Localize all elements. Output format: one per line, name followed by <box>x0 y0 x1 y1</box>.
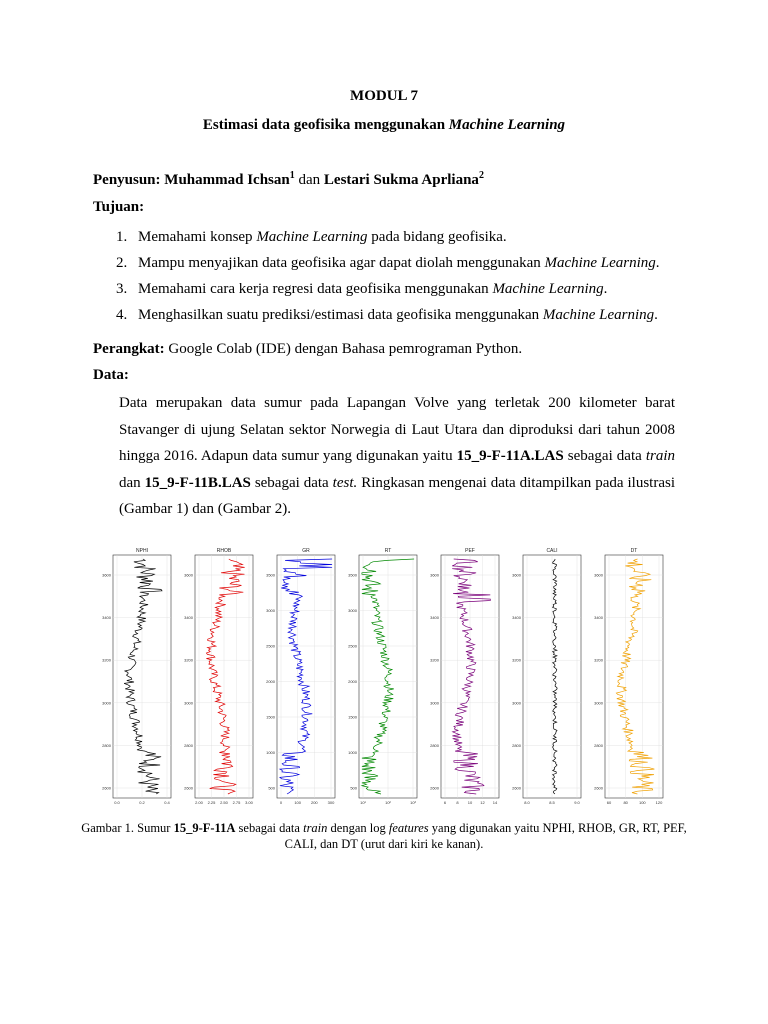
y-tick-label: 3200 <box>184 657 193 663</box>
panel-title: RHOB <box>216 548 232 554</box>
y-tick-label: 3400 <box>594 615 603 621</box>
y-tick-label: 2800 <box>512 742 521 748</box>
subtitle-italic: Machine Learning <box>448 117 566 133</box>
x-tick-label: 12 <box>480 800 485 805</box>
x-tick-label: 6 <box>443 800 447 805</box>
x-tick-label: 8.5 <box>549 800 555 805</box>
x-tick-label: 2.00 <box>195 800 203 805</box>
y-tick-label: 3500 <box>348 572 357 578</box>
y-tick-label: 3200 <box>430 657 439 663</box>
objective-em: Machine Learning <box>256 229 368 245</box>
well-log-figure <box>95 543 675 818</box>
y-tick-label: 3400 <box>102 615 111 621</box>
author-1: Muhammad Ichsan <box>164 172 290 188</box>
y-tick-label: 2600 <box>102 785 111 791</box>
log-panel-rt <box>348 548 417 805</box>
data-text: Data merupakan data sumur pada Lapangan Volve yang terletak 200 kilometer barat Stavanger di ujung Selatan sektor Norwegia di Laut Utara dan diproduksi dari tahun 2008 hingga 2016. Adapun data sumur yang digunakan yaitu <box>119 395 675 464</box>
data-text: sebagai data <box>250 474 333 491</box>
x-tick-label: 3.00 <box>245 800 253 805</box>
x-tick-label: 14 <box>492 800 498 805</box>
objective-em: Machine Learning <box>542 307 655 323</box>
caption-text: yang digunakan yaitu NPHI, RHOB, GR, RT, PEF, CALI, dan DT (urut dari kiri ke kanan). <box>284 821 687 851</box>
y-tick-label: 3200 <box>512 657 521 663</box>
y-tick-label: 2000 <box>266 679 275 684</box>
log-panel-dt <box>594 548 663 805</box>
figure-caption <box>70 820 698 852</box>
y-tick-label: 1500 <box>266 714 275 720</box>
objective-text: Memahami konsep <box>138 229 257 245</box>
x-tick-label: 10 <box>467 800 473 805</box>
x-tick-label: 8 <box>456 800 459 805</box>
y-tick-label: 3400 <box>430 615 439 621</box>
x-tick-label: 8.0 <box>524 800 530 805</box>
panel-title: PEF <box>465 548 475 554</box>
panel-title: NPHI <box>136 548 148 554</box>
objectives-list <box>116 228 660 332</box>
y-tick-label: 2600 <box>184 785 193 791</box>
data-label: Data: <box>93 367 129 383</box>
caption-text: Gambar 1. Sumur <box>81 821 174 835</box>
y-tick-label: 2600 <box>512 785 521 791</box>
y-tick-label: 3000 <box>102 700 111 706</box>
caption-train: train <box>303 821 328 835</box>
y-tick-label: 500 <box>350 785 357 791</box>
y-tick-label: 3000 <box>184 700 193 706</box>
x-tick-label: 200 <box>310 800 318 805</box>
author-2-sup: 2 <box>478 170 484 181</box>
y-tick-label: 2500 <box>266 643 275 649</box>
panel-title: CALI <box>546 548 558 554</box>
x-tick-label: 2.75 <box>232 800 241 805</box>
log-panel-rhob <box>184 548 254 805</box>
caption-text: sebagai data <box>235 821 304 835</box>
objective-em: Machine Learning <box>544 255 656 271</box>
objective-item <box>116 280 660 306</box>
y-tick-label: 2800 <box>184 742 193 748</box>
data-paragraph <box>119 390 675 523</box>
panel-title: GR <box>302 548 310 554</box>
y-tick-label: 3000 <box>430 700 439 706</box>
x-tick-label: 100 <box>638 800 646 805</box>
y-tick-label: 3600 <box>512 572 521 578</box>
objective-post: . <box>603 281 608 297</box>
authors-line <box>93 170 484 189</box>
module-subtitle <box>0 117 768 134</box>
train-word: train <box>645 448 675 464</box>
y-tick-label: 1000 <box>348 750 357 755</box>
x-tick-label: 10³ <box>410 800 416 805</box>
objective-num: 2. <box>116 255 128 271</box>
y-tick-label: 2500 <box>348 643 357 649</box>
y-tick-label: 1000 <box>266 750 275 755</box>
x-tick-label: 10¹ <box>360 800 366 805</box>
panel-title: RT <box>384 548 392 554</box>
x-tick-label: 2.25 <box>207 800 216 805</box>
x-tick-label: 300 <box>327 800 335 805</box>
x-tick-label: 100 <box>294 800 302 805</box>
x-tick-label: 120 <box>655 800 663 805</box>
y-tick-label: 3500 <box>266 572 275 578</box>
objective-post: pada bidang geofisika. <box>367 229 507 245</box>
y-tick-label: 3000 <box>512 700 521 706</box>
x-tick-label: 80 <box>623 800 628 805</box>
x-tick-label: 0 <box>279 800 283 805</box>
y-tick-label: 3000 <box>266 608 275 613</box>
test-file: 15_9-F-11B.LAS <box>144 474 251 491</box>
objective-text: Memahami cara kerja regresi data geofisika menggunakan <box>138 281 493 297</box>
authors-conj: dan <box>298 172 321 188</box>
y-tick-label: 3400 <box>512 615 521 621</box>
tools-label: Perangkat: <box>93 341 165 357</box>
y-tick-label: 2800 <box>594 742 603 748</box>
log-panel-nphi <box>102 548 171 805</box>
objective-post: . <box>654 307 658 323</box>
objectives-label: Tujuan: <box>93 199 145 215</box>
x-tick-label: 9.0 <box>574 800 580 805</box>
objective-text: Menghasilkan suatu prediksi/estimasi data geofisika menggunakan <box>138 307 543 323</box>
y-tick-label: 3400 <box>184 615 193 621</box>
y-tick-label: 500 <box>268 785 275 791</box>
objective-em: Machine Learning <box>492 281 604 297</box>
module-title: MODUL 7 <box>350 88 418 104</box>
objective-num: 4. <box>116 307 128 323</box>
train-file: 15_9-F-11A.LAS <box>456 448 564 464</box>
author-2: Lestari Sukma Aprliana <box>323 172 479 188</box>
x-tick-label: 10² <box>385 800 391 805</box>
x-tick-label: 60 <box>606 800 612 805</box>
y-tick-label: 2600 <box>430 785 439 791</box>
objective-text: Mampu menyajikan data geofisika agar dapat diolah menggunakan <box>138 255 545 271</box>
x-tick-label: 0.4 <box>164 800 170 805</box>
data-text: dan <box>119 474 145 491</box>
y-tick-label: 2000 <box>348 679 357 684</box>
y-tick-label: 3200 <box>594 657 603 663</box>
objective-post: . <box>655 255 660 271</box>
objective-num: 1. <box>116 229 128 245</box>
subtitle-text: Estimasi data geofisika menggunakan <box>202 117 449 133</box>
y-tick-label: 3600 <box>102 572 111 578</box>
log-panel-gr <box>266 548 335 805</box>
y-tick-label: 2800 <box>430 742 439 748</box>
objective-item <box>116 228 660 254</box>
objective-item <box>116 306 660 332</box>
x-tick-label: 0.0 <box>114 800 120 805</box>
log-panel-pef <box>430 548 499 805</box>
x-tick-label: 0.2 <box>139 800 145 805</box>
y-tick-label: 3600 <box>430 572 439 578</box>
y-tick-label: 3000 <box>348 608 357 613</box>
objective-item <box>116 254 660 280</box>
data-text: sebagai data <box>563 448 646 464</box>
y-tick-label: 3200 <box>102 657 111 663</box>
y-tick-label: 1500 <box>348 714 357 720</box>
caption-features: features <box>388 821 429 835</box>
author-1-sup: 1 <box>289 170 295 181</box>
panel-title: DT <box>630 548 638 554</box>
y-tick-label: 3600 <box>594 572 603 578</box>
tools-line <box>93 341 522 358</box>
test-word: test. <box>332 474 358 491</box>
y-tick-label: 3000 <box>594 700 603 706</box>
x-tick-label: 2.50 <box>220 800 228 805</box>
objective-num: 3. <box>116 281 128 297</box>
panel-frame <box>605 555 663 798</box>
caption-well: 15_9-F-11A <box>173 821 236 835</box>
y-tick-label: 3600 <box>184 572 193 578</box>
data-text: Ringkasan mengenai data ditampilkan pada ilustrasi (Gambar 1) dan (Gambar 2). <box>119 474 675 517</box>
y-tick-label: 2800 <box>102 742 111 748</box>
tools-text: Google Colab (IDE) dengan Bahasa pemrograman Python. <box>164 341 523 357</box>
log-panel-cali <box>512 548 581 805</box>
y-tick-label: 2600 <box>594 785 603 791</box>
caption-text: dengan log <box>327 821 389 835</box>
authors-label: Penyusun: <box>93 172 161 188</box>
